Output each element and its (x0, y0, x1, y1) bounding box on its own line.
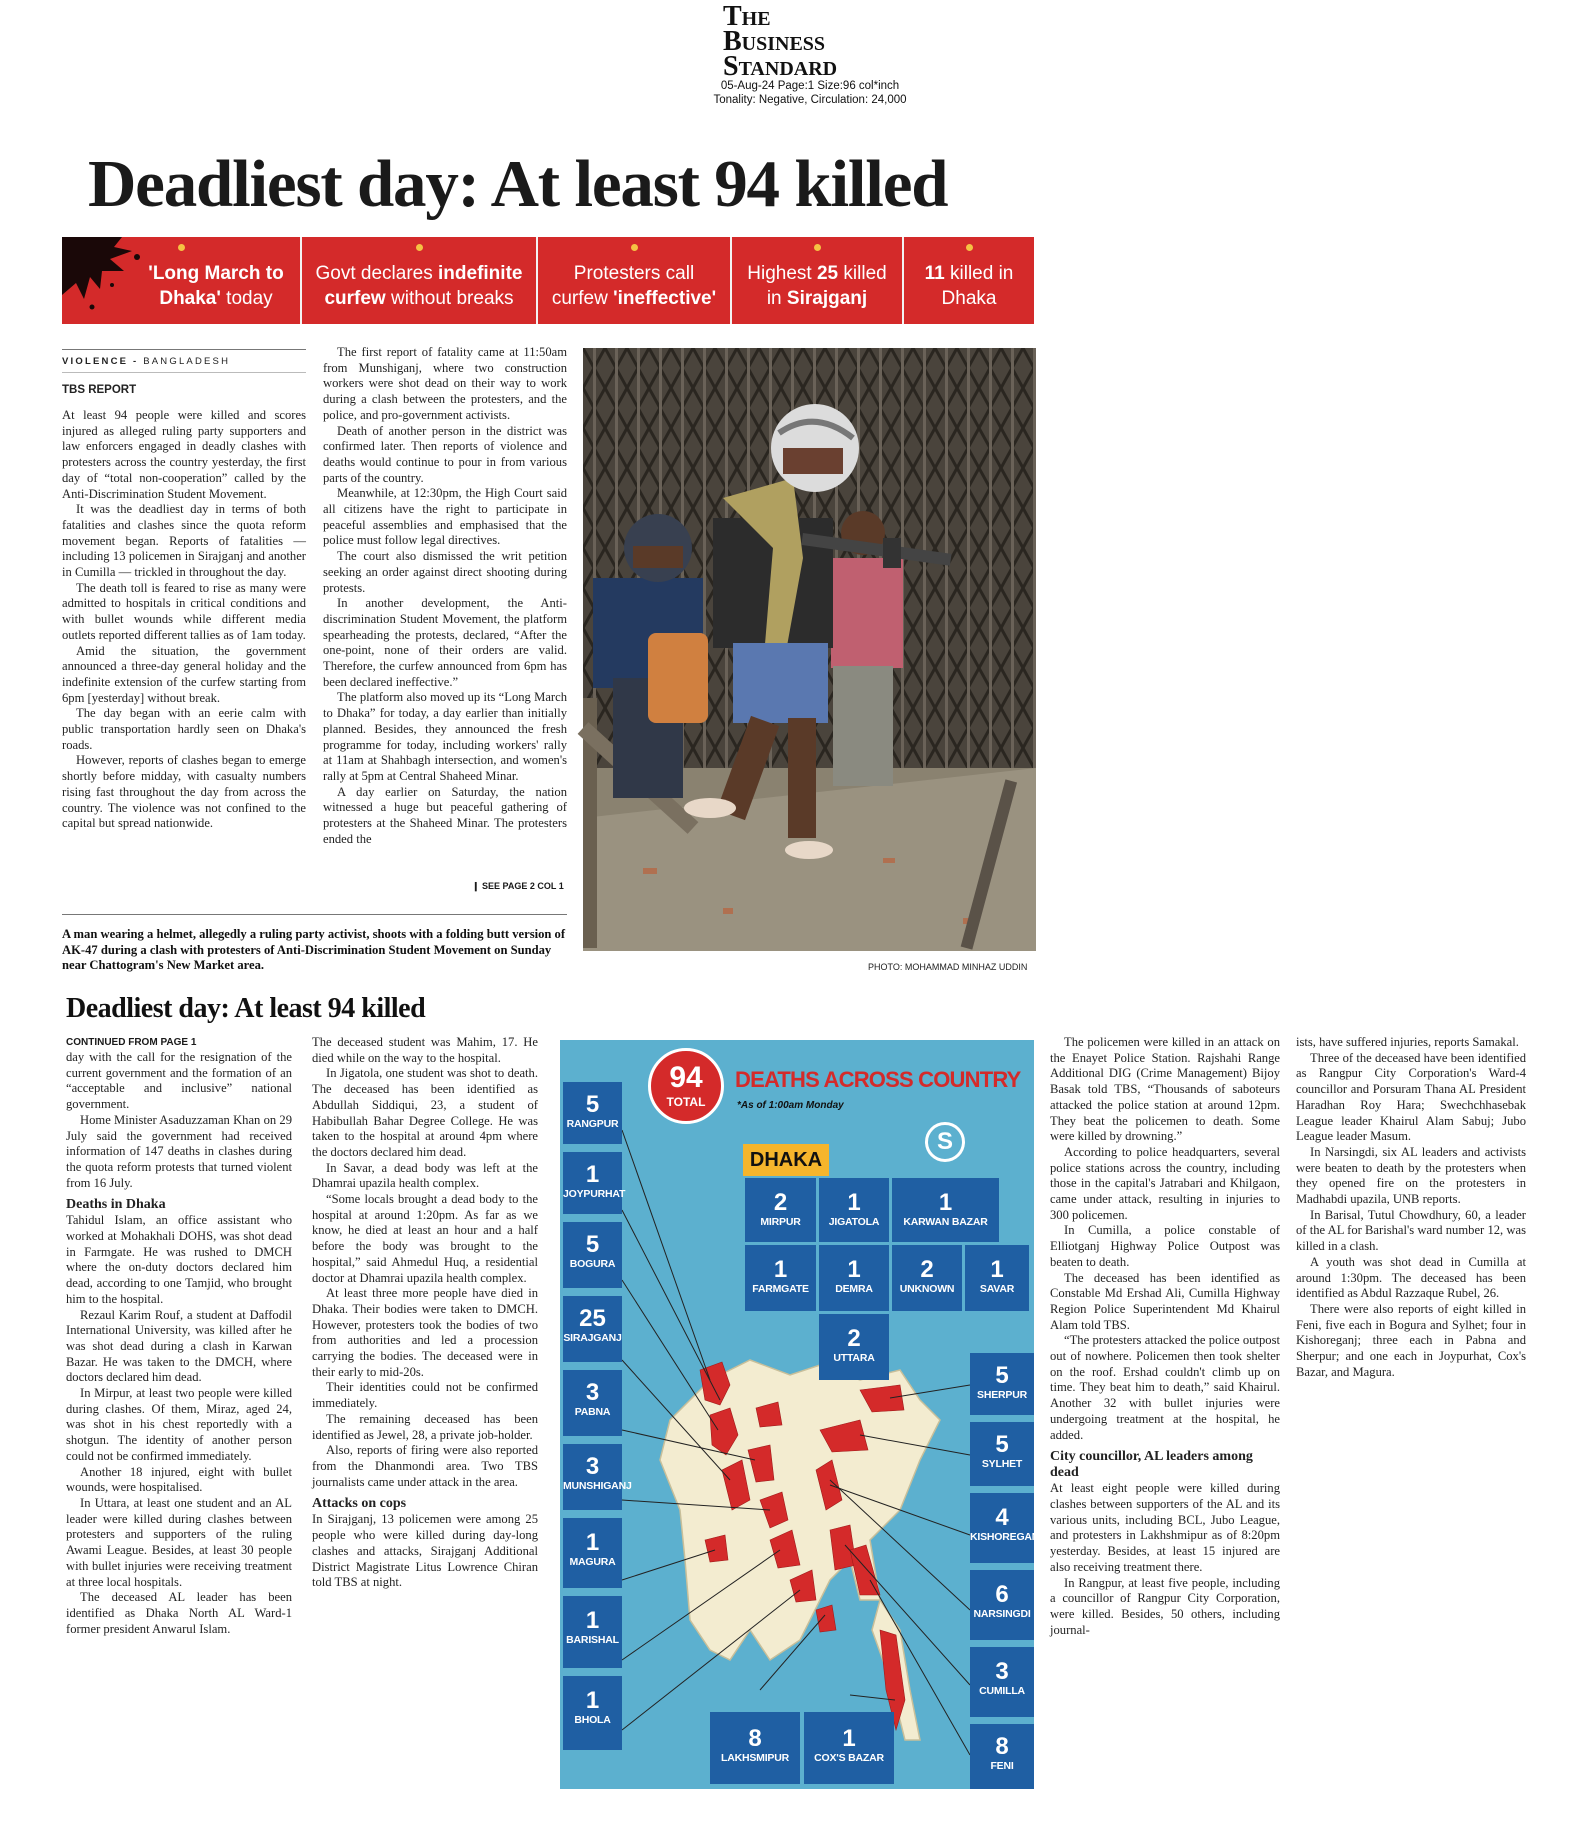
district-name: COX'S BAZAR (814, 1752, 884, 1764)
paragraph: In Sirajganj, 13 policemen were among 25 people who were killed during day-long clashes and attacks, Sirajganj Additional District Magistrate Litus Lowrence Chiran told TBS at night. (312, 1512, 538, 1590)
paragraph: At least 94 people were killed and scores injured as alleged ruling party supporters and law enforcers engaged in deadly clashes with protesters across the country yesterday, the first day of “total non-cooperation” called by the Anti-Discrimination Student Movement. (62, 408, 306, 501)
paragraph: Their identities could not be confirmed immediately. (312, 1380, 538, 1411)
death-count: 1 (990, 1256, 1004, 1283)
section-kicker (62, 356, 230, 367)
district-box-bhola (563, 1676, 622, 1750)
district-name: SIRAJGANJ (563, 1332, 622, 1344)
banner-text: indefinite (438, 262, 523, 284)
gunman-photo-illustration (583, 348, 1036, 951)
death-count: 2 (847, 1325, 861, 1352)
continued-headline: Deadliest day: At least 94 killed (66, 993, 426, 1024)
continued-column-3 (1050, 1035, 1280, 1790)
paragraph: “The protesters attacked the police outpost out of nowhere. Policemen then took shelter on the roof. Ershad couldn't climb up on time. They beat him to death,” said Khairul. Another 32 with bullet injuries were undergoing treatment at the hospital, he added. (1050, 1333, 1280, 1442)
banner-text: Highest (747, 262, 817, 284)
news-photo (583, 348, 1036, 951)
area-name: JIGATOLA (828, 1216, 880, 1228)
tbs-logo-icon: S (925, 1122, 965, 1162)
district-name: BHOLA (574, 1714, 611, 1726)
banner-text: in (766, 287, 787, 309)
death-count: 1 (585, 1687, 600, 1714)
district-name: SYLHET (981, 1458, 1023, 1470)
area-box-uttara (819, 1314, 889, 1380)
district-box-munshiganj (563, 1444, 632, 1510)
paragraph: The remaining deceased has been identified as Jewel, 28, a private job-holder. (312, 1411, 538, 1442)
continued-label: CONTINUED FROM PAGE 1 (66, 1037, 197, 1048)
area-box-unknown (892, 1245, 962, 1311)
continued-column-1 (66, 1050, 292, 1790)
byline: TBS REPORT (62, 384, 137, 396)
banner-text: Govt declares (315, 262, 439, 284)
district-name: BOGURA (569, 1258, 616, 1270)
divider (62, 372, 306, 373)
paragraph: The deceased AL leader has been identified as Dhaka North AL Ward-1 former president Anwarul Islam. (66, 1590, 292, 1636)
banner-text: curfew (324, 287, 386, 309)
area-box-karwan-bazar (892, 1178, 999, 1242)
banner-text: killed (838, 262, 887, 284)
paragraph: The day began with an eerie calm with public transportation hardly seen on Dhaka's roads. (62, 706, 306, 752)
divider (62, 914, 567, 915)
paragraph: The court also dismissed the writ petition seeking an order against direct shooting during protests. (323, 549, 567, 595)
death-count: 2 (773, 1189, 788, 1216)
district-name: BARISHAL (566, 1634, 619, 1646)
subheading: Attacks on cops (312, 1496, 407, 1512)
paragraph: In Cumilla, a police constable of Elliotganj Highway Police Outpost was beaten to death. (1050, 1223, 1280, 1269)
paragraph: Three of the deceased have been identified as Rangpur City Corporation's Ward-4 councillor and Porsuram Thana AL President Haradhan Roy Hara; Swechchhasebak League leader Khairul Alam Sabuj; Jubo League leader Masum. (1296, 1050, 1526, 1144)
see-page-text: SEE PAGE 2 COL 1 (482, 881, 564, 891)
death-count: 3 (995, 1658, 1009, 1685)
area-box-demra (819, 1245, 889, 1311)
district-name: FENI (990, 1760, 1014, 1772)
area-box-jigatola (819, 1178, 889, 1242)
district-name: PABNA (574, 1406, 611, 1418)
death-count: 5 (995, 1362, 1009, 1389)
paragraph: The platform also moved up its “Long March to Dhaka” for today, a day earlier than initially planned. Besides, they announced the fresh programme for today, including workers' rally at 11am at Shahbagh intersection, and women's rally at 5pm at Central Shaheed Minar. (323, 690, 567, 783)
kicker-sub: BANGLADESH (143, 356, 231, 367)
banner-item-long-march (62, 237, 302, 324)
district-box-feni (970, 1724, 1034, 1789)
clipping-meta-1: 05-Aug-24 Page:1 Size:96 col*inch (720, 80, 900, 92)
paragraph: In Jigatola, one student was shot to death. The deceased has been identified as Abdullah Siddiqui, 23, a student of Habibullah Bahar Degree College. He was taken to the hospital at around 4pm where the doctors declared him dead. (312, 1066, 538, 1159)
paragraph: The first report of fatality came at 11:50am from Munshiganj, where two construction workers were shot dead on their way to work during a clash between the protesters, and the police, and pro-government activists. (323, 345, 567, 422)
death-count: 1 (847, 1189, 861, 1216)
banner-text: 11 (924, 262, 945, 284)
divider (62, 349, 306, 350)
banner-item-sirajganj (732, 237, 904, 324)
total-label: TOTAL (666, 1095, 706, 1109)
death-count: 1 (585, 1161, 600, 1188)
highlights-banner (62, 237, 1034, 324)
see-page-jump: ❙ SEE PAGE 2 COL 1 (472, 881, 564, 891)
paragraph: At least three more people have died in Dhaka. Their bodies were taken to DMCH. However, protesters took the bodies of two from authorities and led a procession carrying the bodies. The deceased were in their early to mid-20s. (312, 1286, 538, 1379)
paragraph: Rezaul Karim Rouf, a student at Daffodil International University, was killed after he was shot dead during a clash in Karwan Bazar. He was taken to the DMCH, where doctors declared him dead. (66, 1307, 292, 1385)
area-box-mirpur (745, 1178, 816, 1242)
banner-item-ineffective (538, 237, 732, 324)
district-name: MUNSHIGANJ (563, 1480, 632, 1492)
paragraph: Home Minister Asaduzzaman Khan on 29 July said the government had received information of 147 deaths in clashes during the quota reform protests that turned violent from 16 July. (66, 1112, 292, 1190)
district-name: RANGPUR (566, 1118, 619, 1130)
paragraph: In Rangpur, at least five people, including a councillor of Rangpur City Corporation, were killed. Besides, 50 others, including journal- (1050, 1575, 1280, 1637)
death-count: 3 (585, 1379, 600, 1406)
district-box-bogura (563, 1222, 622, 1288)
area-box-farmgate (745, 1245, 816, 1311)
paragraph: The policemen were killed in an attack on the Enayet Police Station. Rajshahi Range Additional DIG (Crime Management) Bijoy Basak told TBS, “Thousands of saboteurs attacked the police station at around 12pm. They beat the policemen to death. Some were killed by drowning.” (1050, 1035, 1280, 1144)
death-count: 25 (579, 1305, 606, 1332)
death-count: 1 (842, 1725, 856, 1752)
paragraph: Death of another person in the district was confirmed later. Then reports of violence and deaths would continue to pour in from various parts of the country. (323, 423, 567, 485)
district-box-narsingdi (970, 1570, 1034, 1640)
area-name: KARWAN BAZAR (903, 1216, 988, 1228)
paragraph: In Uttara, at least one student and an AL leader were killed during clashes between protesters and supporters of the ruling Awami League. Besides, at least 30 people with bullet injuries were receiving treatment at three local hospitals. (66, 1495, 292, 1589)
district-box-sylhet (970, 1422, 1034, 1486)
subheading: Deaths in Dhaka (66, 1197, 166, 1213)
district-name: LAKHSMIPUR (721, 1752, 789, 1764)
banner-text: 25 (816, 262, 839, 284)
paragraph: In Mirpur, at least two people were killed during clashes. Of them, Miraz, aged 24, was shot in his chest reportedly with a shotgun. The identity of another person could not be confirmed immediately. (66, 1386, 292, 1463)
subheading: City councillor, AL leaders among dead (1050, 1449, 1253, 1481)
continued-column-2 (312, 1035, 538, 1790)
paragraph: In Savar, a dead body was left at the Dhamrai upazila health complex. (312, 1160, 538, 1191)
total-number: 94 (669, 1061, 703, 1094)
banner-text: Protesters call (573, 262, 695, 284)
infographic-title: DEATHS ACROSS COUNTRY (735, 1067, 1021, 1092)
article-column-1 (62, 408, 306, 896)
paragraph: The death toll is feared to rise as many were admitted to hospitals in critical conditions and with bullet wounds while different media outlets reported different tallies as of 1am today. (62, 580, 306, 642)
district-box-cumilla (970, 1647, 1034, 1717)
logo-line-2: Business (723, 26, 826, 57)
district-name: NARSINGDI (973, 1608, 1031, 1620)
banner-text: curfew (551, 287, 614, 309)
photo-caption: A man wearing a helmet, allegedly a ruling party activist, shoots with a folding butt version of AK-47 during a clash with protesters of Anti-Discrimination Student Movement on Sunday near Chattogram's New Market area. (62, 927, 566, 972)
paragraph: Also, reports of firing were also reported from the Dhanmondi area. Two TBS journalists came under attack in the area. (312, 1443, 538, 1489)
death-count: 4 (995, 1504, 1009, 1531)
kicker-sep: - (128, 356, 144, 367)
paragraph: At least eight people were killed during clashes between supporters of the AL and its various units, including BCL, Jubo League, and protesters in Lakhshmipur as of 8:20pm yesterday. Besides, at least 15 injured are also receiving treatment there. (1050, 1481, 1280, 1574)
article-column-2 (323, 345, 567, 895)
banner-text: Dhaka (941, 287, 997, 309)
area-box-savar (965, 1245, 1029, 1311)
paragraph: day with the call for the resignation of the current government and the formation of an “acceptable and inclusive” national government. (66, 1050, 292, 1112)
district-box-joypurhat (563, 1152, 626, 1214)
district-box-coxs-bazar (804, 1712, 894, 1784)
paragraph: A youth was shot dead in Cumilla at around 1:30pm. The deceased has been identified as Abdul Razzaque Rubel, 26. (1296, 1254, 1526, 1301)
district-box-magura (563, 1518, 622, 1588)
paragraph: ists, have suffered injuries, reports Samakal. (1296, 1035, 1519, 1049)
dhaka-label: DHAKA (743, 1144, 829, 1176)
logo-line-3: Standard (723, 51, 838, 82)
banner-text: today (220, 287, 273, 309)
banner-item-curfew (302, 237, 538, 324)
newspaper-logo (710, 1, 910, 82)
continued-column-4 (1296, 1035, 1526, 1535)
area-name: MIRPUR (760, 1216, 801, 1228)
deaths-map-infographic (560, 1040, 1045, 1789)
area-name: UTTARA (833, 1352, 875, 1364)
death-count: 6 (995, 1581, 1009, 1608)
paragraph: In another development, the Anti-discrimination Student Movement, the platform spearheading the protests, declared, “After the one-point, none of their orders are valid. Therefore, the curfew announced from 6pm has been declared ineffective.” (323, 596, 567, 689)
death-count: 1 (773, 1256, 788, 1283)
death-count: 3 (585, 1453, 600, 1480)
paragraph: The deceased student was Mahim, 17. He died while on the way to the hospital. (312, 1035, 538, 1065)
paragraph: Meanwhile, at 12:30pm, the High Court said all citizens have the right to participate in peaceful assemblies and emphasised that the police must follow legal directives. (323, 486, 567, 548)
district-box-kishoreganj (970, 1493, 1045, 1563)
death-count: 1 (847, 1256, 861, 1283)
banner-text: Dhaka' (159, 287, 221, 309)
total-deaths-badge (648, 1048, 724, 1124)
bullet-dot-icon (178, 244, 185, 251)
logo-line-1: The (723, 1, 771, 32)
area-name: FARMGATE (752, 1283, 809, 1295)
district-box-pabna (563, 1370, 622, 1436)
district-box-sherpur (970, 1353, 1034, 1415)
district-name: MAGURA (569, 1556, 616, 1568)
area-name: UNKNOWN (899, 1283, 955, 1295)
death-count: 2 (920, 1256, 934, 1283)
paragraph: The deceased has been identified as Constable Md Ershad Ali, Cumilla Highway Region Police Superintendent Md Khairul Alam told TBS. (1050, 1270, 1280, 1332)
death-count: 5 (995, 1431, 1009, 1458)
paragraph: However, reports of clashes began to emerge shortly before midday, with casualty numbers rising fast throughout the day from across the country. The violence was not confined to the capital but spread nationwide. (62, 753, 306, 831)
as-of-note: *As of 1:00am Monday (737, 1100, 844, 1111)
clipping-meta-2: Tonality: Negative, Circulation: 24,000 (713, 94, 907, 106)
district-box-lakhsmipur (710, 1712, 800, 1784)
district-name: KISHOREGANJ (970, 1531, 1045, 1543)
death-count: 8 (748, 1725, 762, 1752)
paragraph: Another 18 injured, eight with bullet wounds, were hospitalised. (66, 1464, 292, 1495)
banner-text: 'ineffective' (613, 287, 717, 309)
bullet-dot-icon (814, 244, 821, 251)
district-box-rangpur (563, 1082, 622, 1144)
paragraph: Tahidul Islam, an office assistant who worked at Mohakhali DOHS, was shot dead in Farmgate. He was rushed to DMCH where the on-duty doctors declared him dead, according to one Tamjid, who brought him to the hospital. (66, 1213, 292, 1306)
area-name: SAVAR (979, 1283, 1015, 1295)
paragraph: According to police headquarters, several police stations across the country, including those in the capital's Jatrabari and Khilgaon, came under attack, resulting in injuries to 300 policemen. (1050, 1144, 1280, 1222)
paragraph: “Some locals brought a dead body to the hospital at around 1:20pm. As far as we know, he died at least an hour and a half before the body was brought to the hospital,” said Ahmedul Huq, a residential doctor at Dhamrai upazila health complex. (312, 1192, 538, 1285)
death-count: 5 (585, 1091, 600, 1118)
bullet-dot-icon (631, 244, 638, 251)
banner-text: without breaks (385, 287, 514, 309)
paragraph: In Barisal, Tutul Chowdhury, 60, a leader of the AL for Barishal's ward number 12, was killed in a clash. (1296, 1207, 1526, 1254)
death-count: 1 (938, 1189, 953, 1216)
page-headline: Deadliest day: At least 94 killed (88, 147, 948, 221)
banner-text: killed in (944, 262, 1014, 284)
paragraph: There were also reports of eight killed in Feni, five each in Bogura and Sylhet; four in Kishoreganj; three each in Pabna and Sherpur; and one each in Joypurhat, Cox's Bazar, and Magura. (1296, 1301, 1526, 1379)
banner-item-dhaka (904, 237, 1034, 324)
banner-text: Sirajganj (786, 287, 868, 309)
bullet-dot-icon (966, 244, 973, 251)
bullet-dot-icon (416, 244, 423, 251)
paragraph: Amid the situation, the government announced a three-day general holiday and the indefinite extension of the curfew starting from 6pm [yesterday] without break. (62, 643, 306, 705)
district-name: CUMILLA (979, 1685, 1025, 1697)
district-box-sirajganj (563, 1296, 622, 1362)
photo-credit: PHOTO: MOHAMMAD MINHAZ UDDIN (868, 962, 1028, 972)
death-count: 5 (585, 1231, 600, 1258)
death-count: 8 (995, 1733, 1009, 1760)
paragraph: In Narsingdi, six AL leaders and activists were beaten to death by the protesters when they opened fire on the protesters in Madhabdi upazila, UNB reports. (1296, 1144, 1526, 1207)
district-box-barishal (563, 1596, 622, 1668)
area-name: DEMRA (835, 1283, 873, 1295)
kicker-section: VIOLENCE (62, 356, 129, 367)
paragraph: A day earlier on Saturday, the nation witnessed a huge but peaceful gathering of protesters at the Shaheed Minar. The protesters ended the (323, 784, 567, 846)
death-count: 1 (585, 1529, 600, 1556)
banner-text: 'Long March to (148, 262, 284, 284)
district-name: JOYPURHAT (563, 1188, 626, 1200)
district-name: SHERPUR (977, 1389, 1027, 1401)
masthead (710, 1, 910, 107)
paragraph: It was the deadliest day in terms of both fatalities and clashes since the quota reform movement began. Reports of fatalities — including 13 policemen in Sirajganj and another in Cumilla — trickled in throughout the day. (62, 502, 306, 580)
death-count: 1 (585, 1607, 600, 1634)
